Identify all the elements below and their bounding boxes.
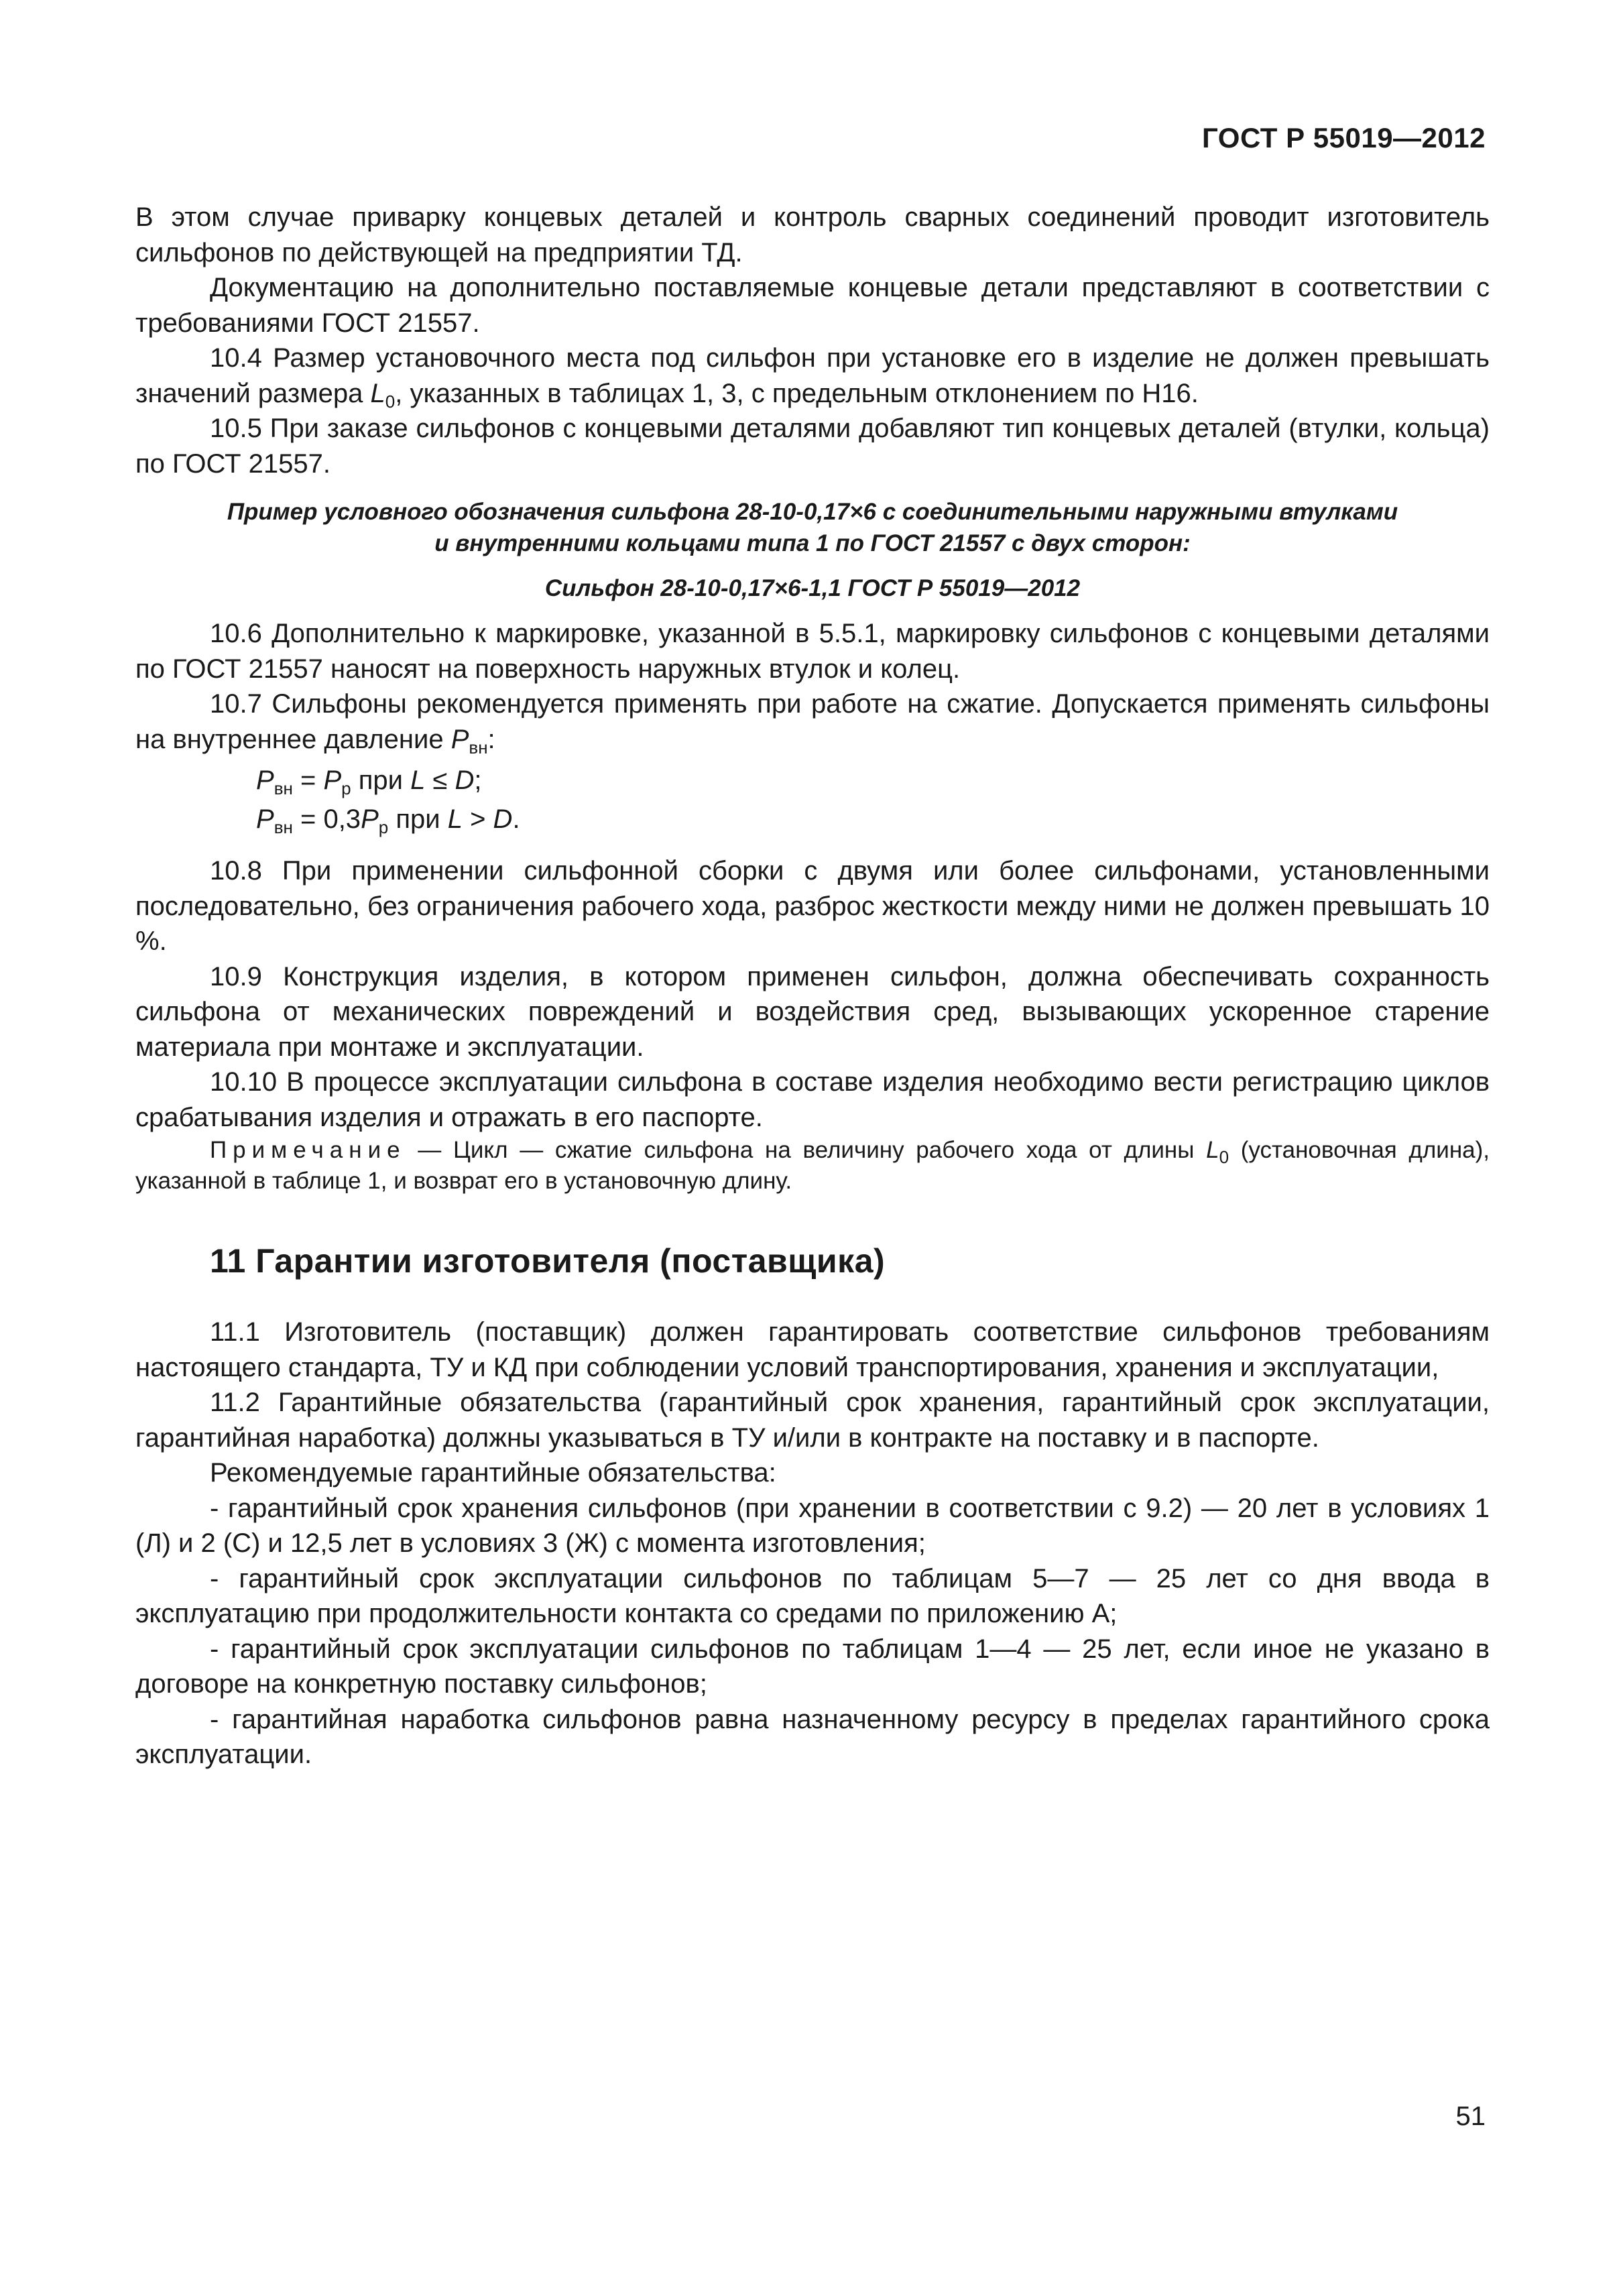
formula-1-L: L xyxy=(410,766,426,795)
paragraph-10-7-text: 10.7 Сильфоны рекомендуется применять при работе на сжатие. Допускается применять сильфоны на внутреннее давление xyxy=(135,689,1490,754)
formula-2-sub1: вн xyxy=(274,817,293,837)
paragraph-10-4 xyxy=(135,341,1490,411)
formula-1-P: P xyxy=(256,766,274,795)
formula-2-P2: P xyxy=(361,804,379,834)
formula-1-text: при xyxy=(351,766,411,795)
designation-code: Сильфон 28-10-0,17×6-1,1 ГОСТ Р 55019—2012 xyxy=(544,575,1081,601)
page-number: 51 xyxy=(1455,2102,1486,2131)
subscript-vn: вн xyxy=(469,737,488,758)
formula-1-sub2: р xyxy=(341,778,351,798)
paragraph-recommended: Рекомендуемые гарантийные обязательства: xyxy=(210,1458,776,1488)
formula-1-D: D xyxy=(455,766,475,795)
example-line-1: Пример условного обозначения сильфона 28-10-0,17×6 с соединительными наружными втулками xyxy=(227,499,1398,525)
formula-2-end: . xyxy=(512,804,520,834)
section-11-heading: 11 Гарантии изготовителя (поставщика) xyxy=(210,1242,886,1280)
paragraph-10-5: 10.5 При заказе сильфонов с концевыми деталями добавляют тип концевых деталей (втулки, кольца) по ГОСТ 21557. xyxy=(135,414,1490,479)
example-line-2: и внутренними кольцами типа 1 по ГОСТ 21557 с двух сторон: xyxy=(434,530,1191,556)
symbol-P: P xyxy=(450,724,469,754)
formula-2-D: D xyxy=(493,804,513,834)
formula-2-text: при xyxy=(388,804,448,834)
formula-2 xyxy=(135,800,1490,839)
formula-2-op: > xyxy=(462,804,493,834)
formula-1-eq: = xyxy=(292,766,324,795)
note xyxy=(135,1135,1490,1197)
formula-2-L: L xyxy=(447,804,463,834)
formula-2-P: P xyxy=(256,804,274,834)
note-tail: (установочная длина), указанной в таблице 1, и возврат его в установочную длину. xyxy=(135,1137,1490,1194)
note-label: Примечание xyxy=(210,1137,406,1163)
note-subscript-0: 0 xyxy=(1219,1147,1229,1167)
list-item-resource: - гарантийная наработка сильфонов равна назначенному ресурсу в пределах гарантийного срока эксплуатации. xyxy=(135,1704,1490,1769)
symbol-L: L xyxy=(370,378,385,408)
formula-1-op: ≤ xyxy=(425,766,455,795)
formula-1 xyxy=(135,761,1490,800)
formula-1-P2: P xyxy=(323,766,342,795)
note-symbol-L: L xyxy=(1206,1137,1219,1163)
formula-2-sub2: р xyxy=(378,817,389,837)
paragraph-continuation: В этом случае приварку концевых деталей и контроль сварных соединений проводит изготовитель сильфонов по действующей на предприятии ТД. xyxy=(135,202,1490,267)
subscript-0: 0 xyxy=(385,391,396,412)
formula-1-sub1: вн xyxy=(274,778,293,798)
paragraph-10-6: 10.6 Дополнительно к маркировке, указанной в 5.5.1, маркировку сильфонов с концевыми деталями по ГОСТ 21557 наносят на поверхность наружных втулок и колец. xyxy=(135,619,1490,684)
paragraph-10-4-text: 10.4 Размер установочного места под сильфон при установке его в изделие не должен превышать значений размера xyxy=(135,343,1490,408)
paragraph-11-2: 11.2 Гарантийные обязательства (гарантийный срок хранения, гарантийный срок эксплуатации, гарантийная наработка) должны указываться в ТУ и/или в контракте на поставку и в паспорте. xyxy=(135,1388,1490,1453)
formula-2-eq: = 0,3 xyxy=(292,804,361,834)
paragraph-11-1: 11.1 Изготовитель (поставщик) должен гарантировать соответствие сильфонов требованиям настоящего стандарта, ТУ и КД при соблюдении условий транспортирования, хранения и эксплуатации, xyxy=(135,1317,1490,1382)
list-item-operation-5-7: - гарантийный срок эксплуатации сильфонов по таблицам 5—7 — 25 лет со дня ввода в эксплуатацию при продолжительности контакта со средами по приложению А; xyxy=(135,1563,1490,1628)
document-body xyxy=(135,200,1490,1772)
designation-example xyxy=(135,496,1490,559)
paragraph-10-7 xyxy=(135,686,1490,757)
formula-1-end: ; xyxy=(474,766,482,795)
paragraph-10-4-tail: , указанных в таблицах 1, 3, с предельным отклонением по Н16. xyxy=(395,378,1199,408)
paragraph-10-7-tail: : xyxy=(487,724,495,754)
paragraph-10-8: 10.8 При применении сильфонной сборки с двумя или более сильфонами, установленными последовательно, без ограничения рабочего хода, разброс жесткости между ними не должен превышать 10 %. xyxy=(135,856,1490,956)
paragraph-documentation: Документацию на дополнительно поставляемые концевые детали представляют в соответствии с требованиями ГОСТ 21557. xyxy=(135,273,1490,338)
paragraph-10-9: 10.9 Конструкция изделия, в котором применен сильфон, должна обеспечивать сохранность сильфона от механических повреждений и воздействия сред, вызывающих ускоренное старение материала при монтаже и эксплуатации. xyxy=(135,961,1490,1062)
document-header: ГОСТ Р 55019—2012 xyxy=(1202,122,1486,154)
paragraph-10-10: 10.10 В процессе эксплуатации сильфона в составе изделия необходимо вести регистрацию циклов срабатывания изделия и отражать в его паспорте. xyxy=(135,1067,1490,1132)
list-item-storage: - гарантийный срок хранения сильфонов (при хранении в соответствии с 9.2) — 20 лет в условиях 1 (Л) и 2 (С) и 12,5 лет в условиях 3 (Ж) с момента изготовления; xyxy=(135,1493,1490,1558)
list-item-operation-1-4: - гарантийный срок эксплуатации сильфонов по таблицам 1—4 — 25 лет, если иное не указано в договоре на конкретную поставку сильфонов; xyxy=(135,1634,1490,1699)
note-text: — Цикл — сжатие сильфона на величину рабочего хода от длины xyxy=(406,1137,1207,1163)
